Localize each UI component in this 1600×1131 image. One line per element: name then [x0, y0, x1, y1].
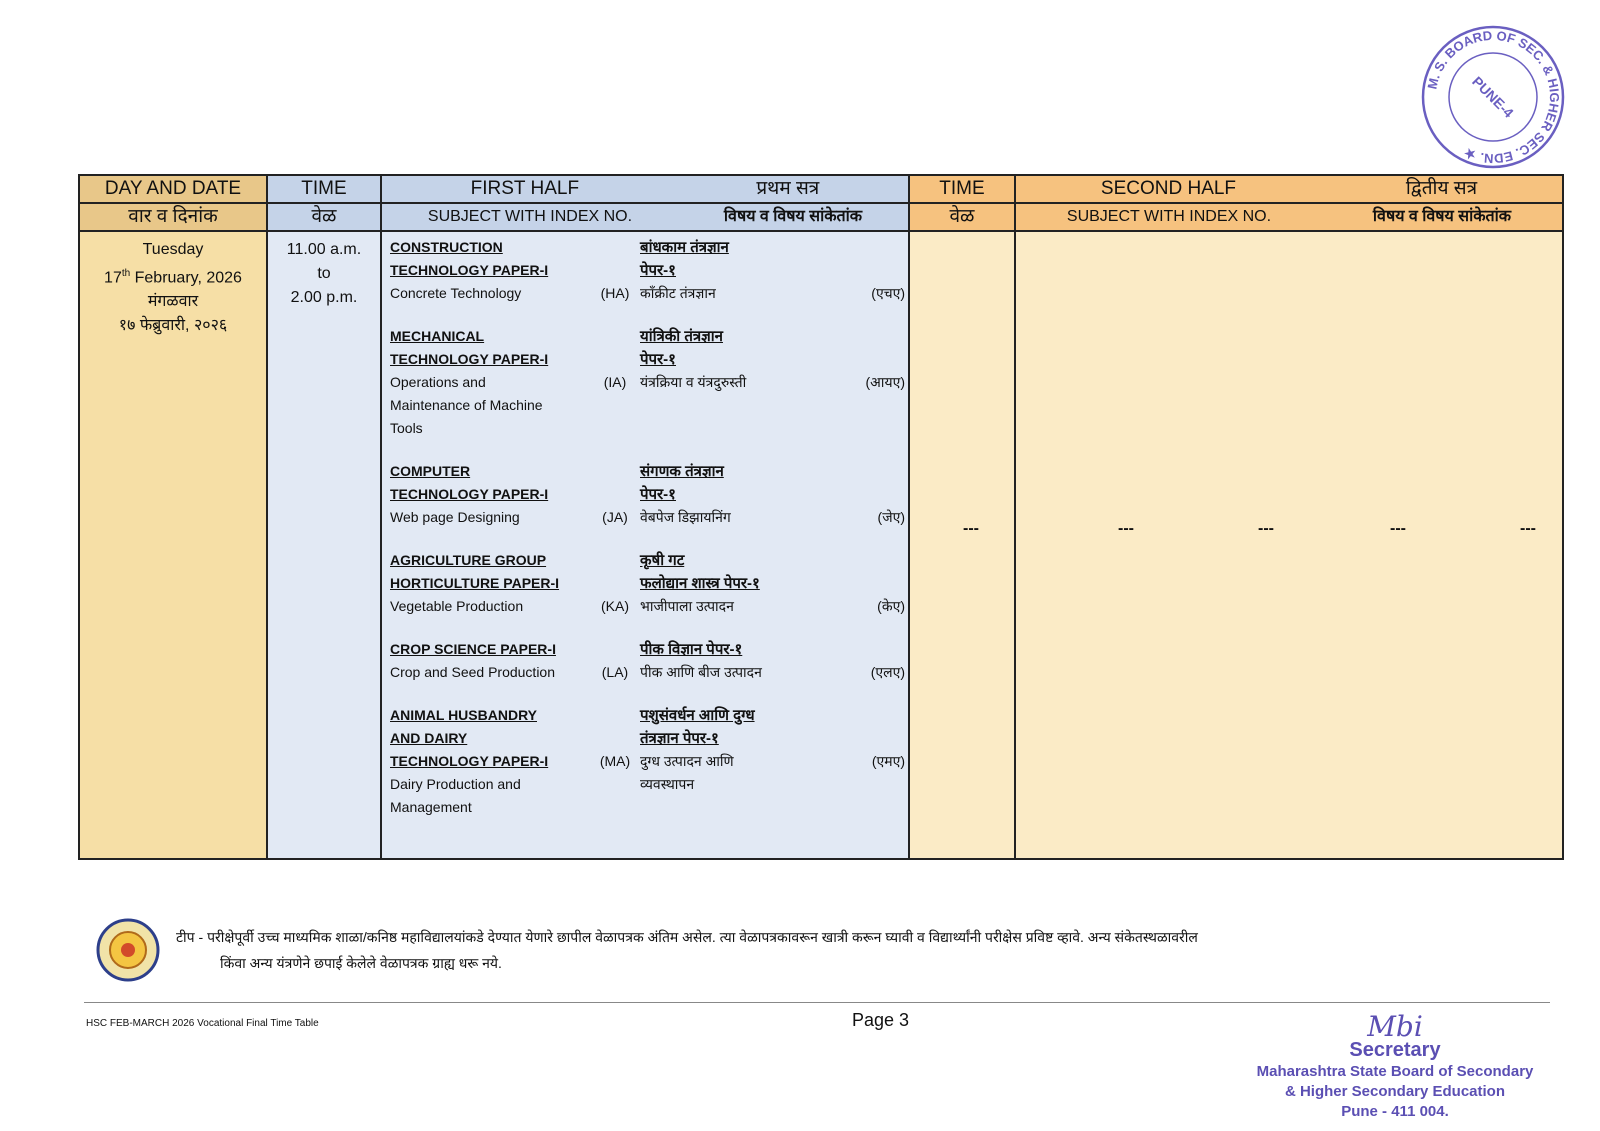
subject-en-title: MECHANICAL: [390, 328, 485, 344]
date-en: 17th February, 2026: [104, 268, 242, 287]
subject-mr-title: पेपर-१: [640, 262, 676, 279]
subject-en-sub: Management: [390, 799, 472, 815]
subject-code: (IA): [603, 374, 627, 390]
subject-en-sub: Web page Designing: [390, 509, 520, 525]
subject-en-sub: Vegetable Production: [390, 598, 524, 614]
signature-title: Secretary: [1349, 1039, 1441, 1061]
subject-mr-title: संगणक तंत्रज्ञान: [640, 463, 724, 480]
time-to: to: [317, 265, 331, 282]
subject-en-title: HORTICULTURE PAPER-I: [390, 575, 560, 591]
subject-en-block: [390, 704, 590, 819]
subject-mr-sub: भाजीपाला उत्पादन: [640, 598, 734, 614]
subject-mr-block: [640, 325, 850, 440]
subject-mr-code: (जेए): [877, 509, 905, 525]
signature-line3: Pune - 411 004.: [1341, 1103, 1449, 1120]
subject-mr-sub: यंत्रक्रिया व यंत्रदुरुस्ती: [640, 374, 747, 390]
subject-en-sub: Tools: [390, 420, 423, 436]
subject-mr-title: कृषी गट: [640, 552, 685, 569]
subject-en-title: AGRICULTURE GROUP: [390, 552, 547, 568]
footer-divider: [84, 1002, 1550, 1003]
header-first-half: [381, 175, 909, 203]
board-emblem-logo: [96, 918, 160, 982]
subject-en-title: CROP SCIENCE PAPER-I: [390, 641, 556, 657]
subject-en-sub: Crop and Seed Production: [390, 664, 555, 680]
subject-mr-code: (आयए): [865, 374, 905, 390]
header-second-half: [1015, 175, 1563, 203]
subject-entry: [390, 704, 905, 819]
subject-mr-block: [640, 460, 850, 529]
second-half-subjects: [1015, 231, 1563, 859]
header-day-date-mr: वार व दिनांक: [79, 203, 267, 231]
subject-code: (MA): [599, 753, 631, 769]
first-half-mr: प्रथम सत्र: [756, 178, 820, 199]
subject-en-sub: Maintenance of Machine: [390, 397, 543, 413]
svg-text:PUNE-4: PUNE-4: [1469, 73, 1517, 121]
subject-en-block: [390, 325, 590, 440]
day-mr: मंगळवार: [147, 293, 199, 311]
subject-mr-block: [640, 549, 850, 618]
subject-code: (LA): [601, 664, 629, 680]
time-start: 11.00 a.m.: [286, 241, 362, 258]
first-half-en: FIRST HALF: [470, 178, 580, 199]
subject-en-block: [390, 460, 590, 529]
subject-entry: [390, 638, 905, 684]
header-subject-second: [1015, 203, 1563, 231]
subject-en-title: COMPUTER: [390, 463, 471, 479]
dash-time2: ---: [963, 520, 979, 537]
board-seal-stamp: [1418, 22, 1568, 172]
subject-mr-code: (केए): [877, 598, 905, 614]
subject-mr-code: (एमए): [871, 753, 905, 769]
time-end: 2.00 p.m.: [290, 289, 358, 306]
signature-line2: & Higher Secondary Education: [1284, 1083, 1506, 1100]
subject-en: SUBJECT WITH INDEX NO.: [427, 208, 633, 225]
subject-mr-title: यांत्रिकी तंत्रज्ञान: [640, 328, 723, 345]
page-number: Page 3: [852, 1010, 910, 1030]
header-time-mr: वेळ: [267, 203, 381, 231]
date-mr: १७ फेब्रुवारी, २०२६: [118, 317, 228, 335]
subject-en-sub: Dairy Production and: [390, 776, 521, 792]
header-time2-en: TIME: [909, 175, 1015, 203]
subject-en-title: TECHNOLOGY PAPER-I: [390, 351, 549, 367]
subject-en-title: CONSTRUCTION: [390, 239, 503, 255]
dash-2: ---: [1258, 520, 1274, 537]
second-time-cell: [909, 231, 1015, 859]
footnote-line1: टीप - परीक्षेपूर्वी उच्च माध्यमिक शाळा/कनिष्ठ महाविद्यालयांकडे देण्यात येणारे छापील वेळापत्रक अंतिम असेल. त्या वेळापत्रकावरून खात्री करून घ्यावी व विद्यार्थ्यांनी परीक्षेस प्रविष्ट व्हावे. अन्य संकेतस्थळावरील: [176, 929, 1198, 945]
subject-mr-title: पेपर-१: [640, 351, 676, 368]
subject-mr-title: फलोद्यान शास्त्र पेपर-१: [640, 575, 760, 592]
subject-en-title: TECHNOLOGY PAPER-I: [390, 753, 549, 769]
header-time-en: TIME: [267, 175, 381, 203]
subject-mr-title: तंत्रज्ञान पेपर-१: [640, 730, 719, 747]
subject-mr-title: पशुसंवर्धन आणि दुग्ध: [640, 707, 755, 724]
subject-code: (JA): [602, 509, 628, 525]
subject-mr-title: पेपर-१: [640, 486, 676, 503]
subject-entry: [390, 236, 905, 305]
subject-mr-sub: दुग्ध उत्पादन आणि: [640, 753, 734, 769]
subject-en-block: [390, 638, 590, 684]
subject-en-title: AND DAIRY: [390, 730, 468, 746]
time-cell: [267, 231, 381, 859]
subject-en-block: [390, 236, 590, 305]
footer-doc-title: HSC FEB-MARCH 2026 Vocational Final Time Table: [86, 1018, 319, 1029]
subject-mr-block: [640, 638, 850, 684]
subject-mr-sub: व्यवस्थापन: [640, 776, 695, 792]
subject-code: (HA): [600, 285, 630, 301]
subject-entry: [390, 549, 905, 618]
signature-mark: Mbi: [1367, 1010, 1423, 1043]
subject-mr-sub: काँक्रीट तंत्रज्ञान: [640, 285, 716, 301]
first-half-subjects: [381, 231, 909, 859]
subject-en-block: [390, 549, 590, 618]
footnote-line2: किंवा अन्य यंत्रणेने छपाई केलेले वेळापत्रक ग्राह्य धरू नये.: [220, 955, 502, 971]
subject-en-title: ANIMAL HUSBANDRY: [390, 707, 537, 723]
subject-mr-code: (एलए): [870, 664, 905, 680]
subject-mr: विषय व विषय सांकेतांक: [723, 208, 863, 225]
subject-en-sub: Concrete Technology: [390, 285, 522, 301]
signature-line1: Maharashtra State Board of Secondary: [1256, 1063, 1534, 1080]
subject-en-title: TECHNOLOGY PAPER-I: [390, 262, 549, 278]
subject-mr-sub: वेबपेज डिझायनिंग: [640, 509, 731, 525]
subject-en-title: TECHNOLOGY PAPER-I: [390, 486, 549, 502]
subject-mr-sub: पीक आणि बीज उत्पादन: [640, 664, 762, 680]
second-half-en: SECOND HALF: [1100, 178, 1237, 199]
day-date-cell: [79, 231, 267, 859]
footnote: [176, 924, 1536, 976]
subject-entry: [390, 460, 905, 529]
day-en: Tuesday: [142, 241, 204, 258]
header-day-date-en: DAY AND DATE: [79, 175, 267, 203]
subject-mr-title: पीक विज्ञान पेपर-१: [640, 641, 743, 658]
signature-block: [1230, 1010, 1560, 1122]
header-time2-mr: वेळ: [909, 203, 1015, 231]
subject-mr-block: [640, 704, 850, 819]
dash-1: ---: [1118, 520, 1134, 537]
subject-en-sub: Operations and: [390, 374, 486, 390]
header-subject-first: [381, 203, 909, 231]
timetable: [78, 174, 1564, 860]
subject-mr-code: (एचए): [871, 285, 905, 301]
dash-3: ---: [1390, 520, 1406, 537]
second-half-mr: द्वितीय सत्र: [1405, 178, 1478, 199]
subject-entry: [390, 325, 905, 440]
svg-text:M. S. BOARD OF SEC. & HIGHER S: M. S. BOARD OF SEC. & HIGHER SEC. EDN. ★: [1424, 27, 1563, 167]
dash-4: ---: [1520, 520, 1536, 537]
subject2-mr: विषय व विषय सांकेतांक: [1372, 208, 1512, 225]
subject-mr-block: [640, 236, 850, 305]
subject-mr-title: बांधकाम तंत्रज्ञान: [640, 239, 729, 256]
subject-code: (KA): [601, 598, 629, 614]
subject2-en: SUBJECT WITH INDEX NO.: [1066, 208, 1272, 225]
